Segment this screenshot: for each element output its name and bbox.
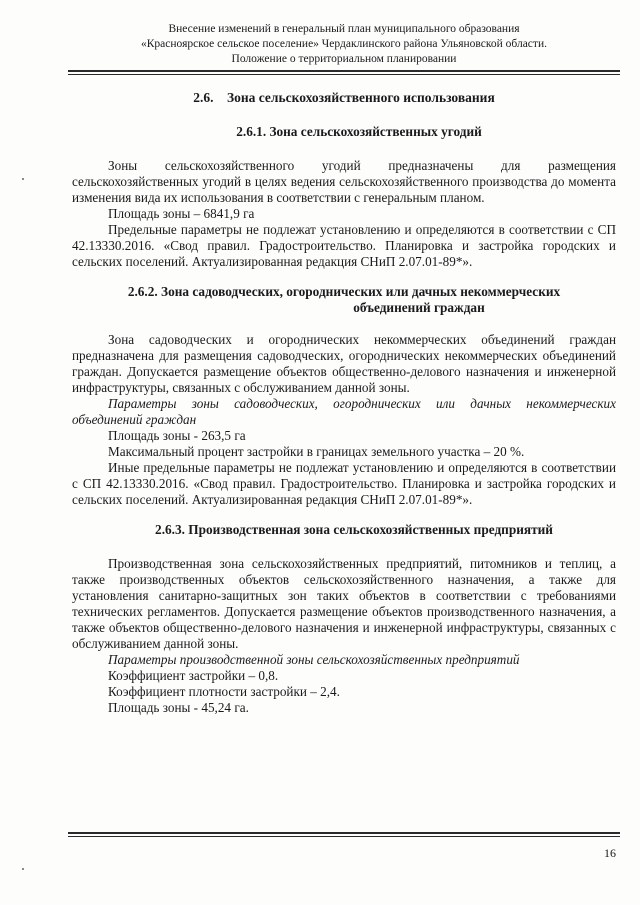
main-content	[72, 90, 616, 716]
subsection-title-1: 2.6.1. Зона сельскохозяйственных угодий	[236, 124, 482, 139]
subsection-title-2-line-2: объединений граждан	[353, 300, 485, 315]
sub3-coef-2: Коэффициент плотности застройки – 2,4.	[108, 684, 340, 699]
page-header	[70, 22, 618, 67]
sub1-paragraph-1: Зоны сельскохозяйственного угодий предназначены для размещения сельскохозяйственных угодий в целях ведения сельскохозяйственного производства до момента изменения вида их использования в соответствии с генеральным планом.	[72, 158, 616, 205]
subsection-title-3: 2.6.3. Производственная зона сельскохозяйственных предприятий	[155, 522, 553, 537]
sub1-area: Площадь зоны – 6841,9 га	[108, 206, 255, 221]
header-line-2: «Красноярское сельское поселение» Чердаклинского района Ульяновской области.	[141, 38, 547, 50]
header-line-3: Положение о территориальном планировании	[231, 53, 457, 65]
footer-rule	[68, 832, 620, 837]
sub2-paragraph-1: Зона садоводческих и огороднических некоммерческих объединений граждан предназначена для размещения садоводческих, огороднических некоммерческих объединений граждан. Допускается размещение объектов общественно-делового назначения и инженерной инфраструктуры, связанных с обслуживанием данной зоны.	[72, 332, 616, 395]
sub3-coef-1: Коэффициент застройки – 0,8.	[108, 668, 279, 683]
sub2-area: Площадь зоны - 263,5 га	[108, 428, 246, 443]
sub3-params-title: Параметры производственной зоны сельскохозяйственных предприятий	[108, 652, 520, 667]
scan-speck	[22, 178, 24, 180]
sub1-paragraph-2: Предельные параметры не подлежат установлению и определяются в соответствии с СП 42.13330.2016. «Свод правил. Градостроительство. Планировка и застройка городских и сельских поселений. Актуализированная редакция СНиП 2.07.01-89*».	[72, 222, 616, 269]
sub2-paragraph-2: Иные предельные параметры не подлежат установлению и определяются в соответствии с СП 42.13330.2016. «Свод правил. Градостроительство. Планировка и застройка городских и сельских поселений. Актуализированная редакция СНиП 2.07.01-89*».	[72, 460, 616, 507]
subsection-title-2-line-1: 2.6.2. Зона садоводческих, огороднических или дачных некоммерческих	[127, 284, 561, 299]
page-number: 16	[604, 846, 616, 860]
sub3-area: Площадь зоны - 45,24 га.	[108, 700, 249, 715]
sub2-params-title: Параметры зоны садоводческих, огороднических или дачных некоммерческих объединений граждан	[72, 396, 616, 427]
header-line-1: Внесение изменений в генеральный план муниципального образования	[168, 23, 520, 35]
section-title: 2.6. Зона сельскохозяйственного использования	[193, 90, 495, 105]
scan-speck	[22, 868, 24, 870]
header-rule	[68, 70, 620, 75]
subsection-title-2	[72, 284, 616, 316]
sub3-paragraph-1: Производственная зона сельскохозяйственных предприятий, питомников и теплиц, а также производственных объектов сельскохозяйственного назначения, а также для установления санитарно-защитных зон таких объектов в соответствии с требованиями технических регламентов. Допускается размещение объектов производственного назначения, а также объектов общественно-делового назначения и инженерной инфраструктуры, связанных с обслуживанием данной зоны.	[72, 556, 616, 651]
sub2-max-percent: Максимальный процент застройки в границах земельного участка – 20 %.	[108, 444, 525, 459]
